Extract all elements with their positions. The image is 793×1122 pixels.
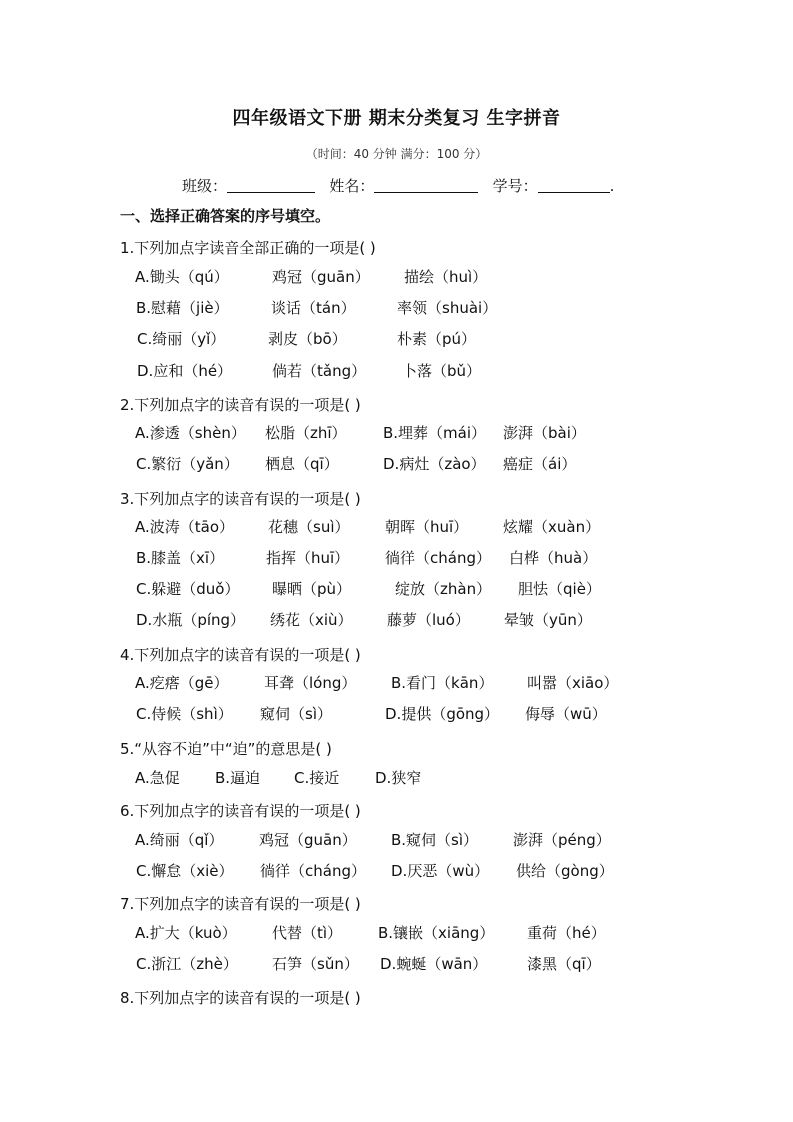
answer-option: A.疙瘩（gē）	[135, 674, 229, 692]
answer-option: 代替（tì）	[272, 924, 343, 942]
page-title: 四年级语文下册 期末分类复习 生字拼音	[232, 108, 561, 129]
answer-option: D.水瓶（píng）	[136, 611, 246, 629]
answer-option: D.提供（gōng）	[385, 705, 500, 723]
answer-option: C.绮丽（yǐ）	[137, 330, 226, 348]
answer-option: 胆怯（qiè）	[518, 580, 601, 598]
answer-option: 倘若（tǎng）	[272, 362, 367, 380]
answer-option: 曝晒（pù）	[272, 580, 352, 598]
answer-option: C.繁衍（yǎn）	[136, 455, 239, 473]
answer-option: B.埋葬（mái）	[383, 424, 487, 442]
answer-option: B.逼迫	[215, 769, 261, 787]
answer-option: A.绮丽（qǐ）	[135, 831, 224, 849]
answer-option: 鸡冠（guān）	[272, 268, 370, 286]
answer-option: A.急促	[135, 769, 180, 787]
answer-option: D.厌恶（wù）	[391, 862, 490, 880]
answer-option: 叫嚣（xiāo）	[527, 674, 619, 692]
answer-option: C.浙江（zhè）	[136, 955, 238, 973]
question-stem-4: 4.下列加点字的读音有误的一项是( )	[120, 646, 361, 664]
answer-option: 指挥（huī）	[266, 549, 350, 567]
answer-option: A.锄头（qú）	[135, 268, 229, 286]
answer-option: A.波涛（tāo）	[135, 518, 235, 536]
answer-option: 侮辱（wū）	[525, 705, 607, 723]
answer-option: 供给（gòng）	[516, 862, 614, 880]
answer-option: 花穗（suì）	[268, 518, 350, 536]
class-label: 班级：	[182, 177, 228, 195]
trailing-dot: .	[609, 177, 615, 195]
answer-option: 窥伺（sì）	[260, 705, 332, 723]
question-stem-3: 3.下列加点字的读音有误的一项是( )	[120, 490, 361, 508]
answer-option: 徜徉（cháng）	[385, 549, 491, 567]
answer-option: C.懈怠（xiè）	[136, 862, 234, 880]
answer-option: B.看门（kān）	[391, 674, 494, 692]
answer-option: 绽放（zhàn）	[395, 580, 492, 598]
answer-option: 澎湃（péng）	[513, 831, 611, 849]
answer-option: 卜落（bǔ）	[402, 362, 482, 380]
answer-option: B.窥伺（sì）	[391, 831, 479, 849]
answer-option: B.膝盖（xī）	[136, 549, 225, 567]
question-stem-2: 2.下列加点字的读音有误的一项是( )	[120, 396, 361, 414]
answer-option: 澎湃（bài）	[503, 424, 586, 442]
answer-option: 白桦（huà）	[509, 549, 598, 567]
student-info-line	[182, 175, 614, 196]
answer-option: 率领（shuài）	[397, 299, 498, 317]
answer-option: 鸡冠（guān）	[259, 831, 357, 849]
answer-option: 石笋（sǔn）	[272, 955, 359, 973]
class-blank	[227, 178, 315, 193]
exam-time-info: （时间：40 分钟 满分：100 分）	[305, 147, 488, 161]
answer-option: 朝晖（huī）	[385, 518, 469, 536]
answer-option: 描绘（huì）	[404, 268, 488, 286]
answer-option: 松脂（zhī）	[265, 424, 347, 442]
number-blank	[538, 178, 610, 193]
name-label: 姓名：	[329, 177, 375, 195]
answer-option: B.慰藉（jiè）	[136, 299, 229, 317]
answer-option: 栖息（qī）	[265, 455, 339, 473]
question-stem-5: 5.“从容不迫”中“迫”的意思是( )	[120, 740, 332, 758]
answer-option: D.狭窄	[375, 769, 422, 787]
answer-option: D.应和（hé）	[137, 362, 233, 380]
question-stem-6: 6.下列加点字的读音有误的一项是( )	[120, 802, 361, 820]
answer-option: 癌症（ái）	[503, 455, 577, 473]
answer-option: D.蜿蜒（wān）	[380, 955, 488, 973]
answer-option: 绣花（xiù）	[270, 611, 353, 629]
question-stem-7: 7.下列加点字的读音有误的一项是( )	[120, 895, 361, 913]
answer-option: 炫耀（xuàn）	[503, 518, 601, 536]
answer-option: 剥皮（bō）	[268, 330, 347, 348]
answer-option: D.病灶（zào）	[383, 455, 486, 473]
answer-option: A.扩大（kuò）	[135, 924, 237, 942]
answer-option: 晕皱（yūn）	[504, 611, 592, 629]
answer-option: C.接近	[294, 769, 340, 787]
answer-option: 徜徉（cháng）	[260, 862, 366, 880]
number-label: 学号：	[492, 177, 538, 195]
answer-option: 藤萝（luó）	[387, 611, 470, 629]
answer-option: 漆黑（qī）	[527, 955, 601, 973]
answer-option: A.渗透（shèn）	[135, 424, 246, 442]
name-blank	[374, 178, 478, 193]
answer-option: 谈话（tán）	[271, 299, 356, 317]
answer-option: 耳聋（lóng）	[264, 674, 357, 692]
answer-option: 重荷（hé）	[527, 924, 606, 942]
answer-option: B.镶嵌（xiāng）	[378, 924, 495, 942]
question-stem-8: 8.下列加点字的读音有误的一项是( )	[120, 989, 361, 1007]
question-stem-1: 1.下列加点字读音全部正确的一项是( )	[120, 239, 376, 257]
answer-option: C.躲避（duǒ）	[136, 580, 240, 598]
section-title: 一、选择正确答案的序号填空。	[120, 207, 331, 225]
answer-option: 朴素（pú）	[397, 330, 477, 348]
answer-option: C.侍候（shì）	[136, 705, 233, 723]
